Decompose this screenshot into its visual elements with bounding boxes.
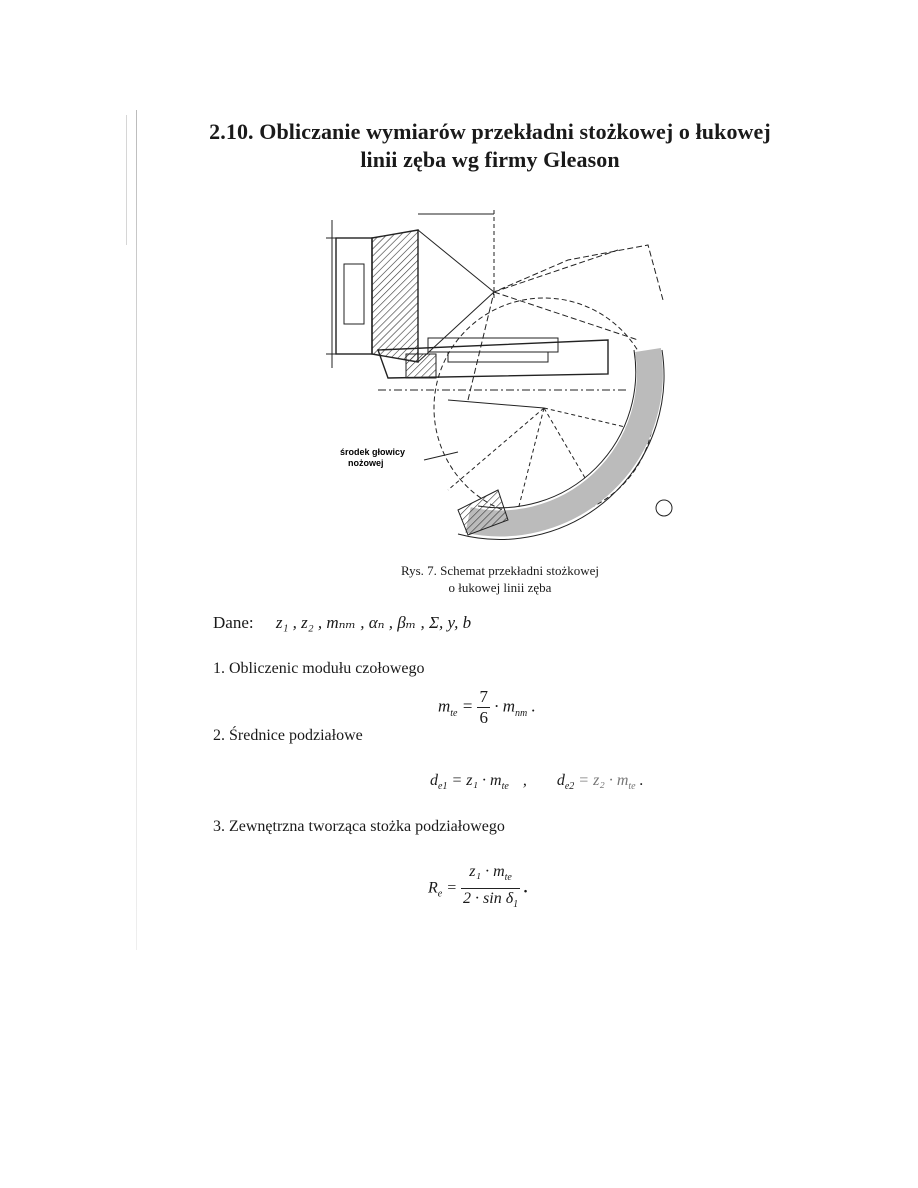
- formula-subscript: te: [450, 707, 458, 719]
- formula-end: .: [639, 772, 644, 789]
- formula-expression: = z₁ · m: [451, 772, 502, 789]
- given-data: [213, 613, 471, 633]
- formula-subscript: nm: [515, 707, 528, 719]
- formula-operator: =: [461, 696, 474, 716]
- formula-separator: ,: [522, 772, 527, 789]
- fraction-numerator: [461, 862, 520, 889]
- numerator-text: z₁ · m: [469, 863, 505, 880]
- diagram-label-tool-center: środek głowicy: [340, 447, 406, 457]
- formula-symbol: · m: [494, 696, 516, 716]
- section-heading-3: 3. Zewnętrzna tworząca stożka podziałowego: [213, 818, 505, 835]
- formula-expression: = z₂ · m: [578, 772, 629, 789]
- formula-subscript: te: [504, 872, 512, 884]
- formula-symbol: R: [428, 879, 438, 897]
- formula-fraction: [461, 862, 520, 915]
- formula-transverse-module: [438, 687, 536, 728]
- fraction-denominator: [461, 889, 520, 915]
- formula-end: .: [531, 696, 536, 716]
- formula-subscript: e1: [438, 781, 448, 793]
- formula-fraction: [477, 687, 490, 728]
- caption-line-1: Rys. 7. Schemat przekładni stożkowej: [400, 563, 600, 578]
- formula-end: .: [524, 879, 529, 897]
- scan-edge-line: [136, 110, 137, 950]
- figure-caption: [330, 562, 670, 596]
- denominator-text: 2 · sin δ: [463, 890, 514, 908]
- formula-symbol: d: [556, 772, 565, 789]
- section-heading-2: 2. Średnice podziałowe: [213, 727, 363, 744]
- formula-pitch-diameters: [430, 772, 644, 792]
- bevel-gear-diagram: [318, 190, 688, 550]
- page-title: [160, 118, 820, 174]
- formula-subscript: te: [501, 781, 509, 793]
- formula-subscript: e2: [564, 781, 575, 793]
- formula-symbol: d: [430, 772, 438, 789]
- fraction-denominator: 6: [479, 708, 488, 727]
- formula-outer-cone-distance: [428, 862, 528, 915]
- diagram-label-tool-center-2: nożowej: [348, 458, 384, 468]
- section-heading-1: 1. Obliczenic modułu czołowego: [213, 660, 425, 677]
- title-line-1: 2.10. Obliczanie wymiarów przekładni stożkowej o łukowej: [209, 119, 771, 144]
- formula-subscript: 1: [513, 899, 519, 911]
- scan-edge-line: [126, 115, 127, 245]
- formula-symbol: m: [438, 696, 451, 716]
- formula-operator: =: [446, 879, 458, 897]
- formula-subscript: te: [628, 781, 636, 793]
- given-variables: z₁ , z₂ , mₙₘ , αₙ , βₘ , Σ, y, b: [275, 613, 472, 632]
- formula-subscript: e: [437, 888, 443, 900]
- given-label: Dane:: [213, 613, 254, 632]
- title-line-2: linii zęba wg firmy Gleason: [360, 147, 620, 172]
- caption-line-2: o łukowej linii zęba: [448, 580, 552, 595]
- fraction-numerator: 7: [479, 687, 488, 706]
